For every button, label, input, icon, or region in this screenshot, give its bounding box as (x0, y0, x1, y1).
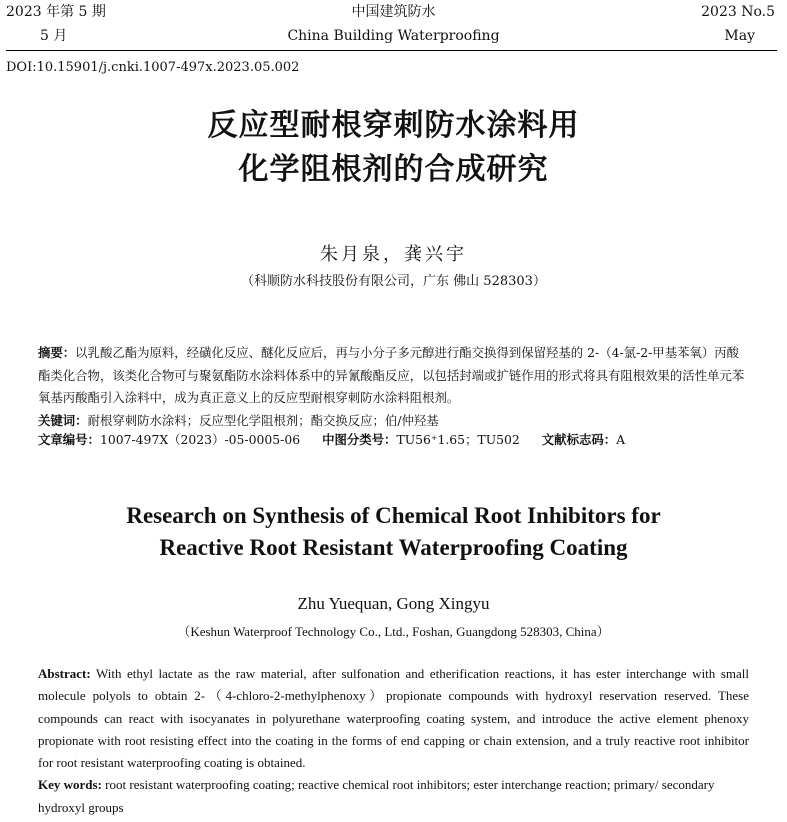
issue-number: 2023 年第 5 期 (6, 4, 106, 20)
article-meta (38, 430, 625, 450)
title-en (0, 500, 787, 564)
running-header (0, 0, 787, 54)
issue-number-en: 2023 No.5 (701, 4, 775, 20)
affiliation-en: （Keshun Waterproof Technology Co., Ltd., Foshan, Guangdong 528303, China） (177, 624, 610, 639)
abstract-cn-text: 以乳酸乙酯为原料，经磺化反应、醚化反应后，再与小分子多元醇进行酯交换得到保留羟基的 2-（4-氯-2-甲基苯氧）丙酸酯类化合物，该类化合物可与聚氨酯防水涂料体系中的异氰酸酯反应，以包括封端或扩链作用的形式将具有阻根效果的活性单元苯氧基丙酸酯引入涂料中，成为真正意义上的反应型耐根穿刺防水涂料阻根剂。 (38, 345, 745, 405)
title-en-line1: Research on Synthesis of Chemical Root Inhibitors for (126, 503, 661, 528)
authors-en: Zhu Yuequan, Gong Xingyu (297, 594, 490, 613)
keywords-cn-label: 关键词： (38, 412, 88, 428)
affiliation-cn: （科顺防水科技股份有限公司，广东 佛山 528303） (241, 274, 546, 289)
doc-code: A (616, 432, 626, 447)
keywords-en-text: root resistant waterproofing coating; reactive chemical root inhibitors; ester interchange reaction; primary/ secondary hydroxyl groups (38, 777, 715, 815)
clc-label: 中图分类号： (322, 432, 397, 447)
abstract-cn-body (38, 342, 749, 410)
abstract-en-text: With ethyl lactate as the raw material, after sulfonation and etherification reactions, it has ester interchange with small molecule polyols to obtain 2-（4-chloro-2-methylphenoxy）propionate compounds with hydroxyl reservation reserved. These compounds can react with isocyanates in polyurethane waterproofing coating system, and introduce the active element phenoxy propionate with root resisting effect into the coating in the forms of end capping or chain extension, and a truly reactive root inhibitor for root resistant waterproofing coating is obtained. (38, 666, 749, 771)
authors-cn: 朱月泉，龚兴宇 (320, 244, 467, 265)
doc-code-label: 文献标志码： (541, 432, 617, 447)
header-rule (6, 50, 777, 51)
title-cn (0, 104, 787, 192)
keywords-cn (38, 410, 749, 433)
abstract-en-label: Abstract: (38, 666, 91, 681)
abstract-cn (38, 342, 749, 432)
journal-name (0, 0, 787, 48)
journal-name-cn: 中国建筑防水 (351, 4, 436, 20)
clc-number: TU56⁺1.65；TU502 (396, 432, 520, 447)
abstract-en-body (38, 663, 749, 774)
issue-info-en (701, 0, 775, 48)
title-cn-line1: 反应型耐根穿刺防水涂料用 (207, 108, 580, 143)
issue-month: 5 月 (40, 28, 68, 44)
keywords-cn-text: 耐根穿刺防水涂料；反应型化学阻根剂；酯交换反应；伯/仲羟基 (87, 412, 439, 428)
journal-name-en: China Building Waterproofing (287, 28, 500, 44)
abstract-en (38, 663, 749, 819)
article-no: 1007-497X（2023）-05-0005-06 (99, 432, 301, 447)
doi: DOI:10.15901/j.cnki.1007-497x.2023.05.002 (6, 60, 300, 75)
article-no-label: 文章编号： (38, 432, 100, 447)
title-en-line2: Reactive Root Resistant Waterproofing Coating (159, 535, 628, 560)
abstract-cn-label: 摘要： (38, 345, 76, 360)
issue-month-en: May (724, 28, 755, 44)
title-cn-line2: 化学阻根剂的合成研究 (238, 152, 549, 187)
keywords-en (38, 774, 749, 819)
keywords-en-label: Key words: (38, 777, 102, 793)
